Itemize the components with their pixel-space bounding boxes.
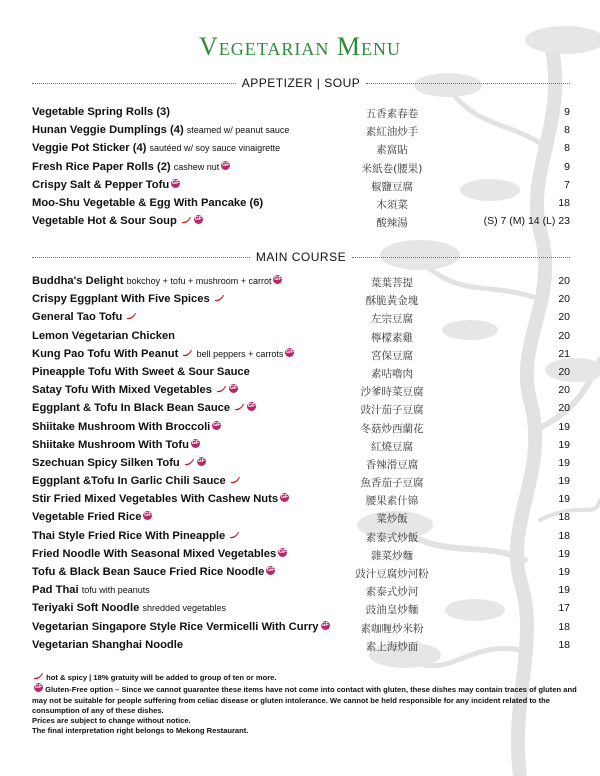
menu-item bbox=[32, 491, 570, 509]
item-chinese-name: 素泰式炒飯 bbox=[365, 531, 419, 544]
item-name-text: Satay Tofu With Mixed Vegetables bbox=[32, 384, 212, 397]
menu-item bbox=[32, 291, 570, 309]
item-chinese-name: 素上海炒面 bbox=[365, 640, 419, 653]
gf-badge-icon: GF bbox=[286, 348, 294, 355]
item-chinese-name: 葉葉菩提 bbox=[371, 277, 413, 289]
item-chinese-name: 酥脆黃金塊 bbox=[365, 295, 419, 308]
footnotes bbox=[32, 672, 577, 737]
divider bbox=[352, 257, 570, 258]
item-chinese-name: 宮保豆腐 bbox=[371, 349, 413, 362]
item-name-text: Shiitake Mushroom With Broccoli bbox=[32, 420, 211, 433]
item-price: 18 bbox=[558, 638, 570, 651]
chili-pepper-icon bbox=[182, 349, 193, 358]
item-name-text: Fried Noodle With Seasonal Mixed Vegetables bbox=[32, 547, 277, 560]
item-chinese-name: 五香素春卷 bbox=[365, 108, 419, 120]
item-name bbox=[32, 621, 330, 633]
item-chinese-name: 素紅油炒手 bbox=[365, 126, 419, 139]
item-name-text: Teriyaki Soft Noodle bbox=[32, 602, 140, 615]
item-chinese-name: 魚香茄子豆腐 bbox=[360, 477, 424, 490]
item-name bbox=[32, 106, 170, 118]
menu-item bbox=[32, 619, 570, 637]
item-name bbox=[32, 293, 225, 305]
menu-item bbox=[32, 346, 570, 364]
menu-item bbox=[32, 309, 570, 327]
item-price: 17 bbox=[558, 602, 570, 615]
section-title: MAIN COURSE bbox=[255, 250, 347, 264]
item-chinese-name: 素泰式炒河 bbox=[365, 586, 419, 599]
item-description: steamed w/ peanut sauce bbox=[186, 125, 290, 136]
item-name bbox=[32, 311, 137, 323]
item-name bbox=[32, 530, 240, 542]
item-name bbox=[32, 584, 150, 596]
item-price: 18 bbox=[558, 196, 570, 209]
chili-pepper-icon bbox=[184, 458, 195, 467]
item-name-text: Tofu & Black Bean Sauce Fried Rice Noodle bbox=[32, 566, 265, 578]
item-name-text: Vegetarian Singapore Style Rice Vermicelli With Curry bbox=[32, 620, 319, 633]
gf-note-text: Gluten-Free option – Since we cannot guarantee these items have not come into contact with gluten, these dishes may contain traces of gluten and may not be suitable for people suffering from celiac disease or gluten intolerance. We cannot be held responsible for any incident related to the consumption of any of these dishes. bbox=[32, 685, 577, 715]
item-name-text: Lemon Vegetarian Chicken bbox=[32, 329, 175, 342]
item-name-text: Veggie Pot Sticker (4) bbox=[32, 142, 147, 155]
gf-badge-icon: GF bbox=[191, 439, 200, 446]
chili-pepper-icon bbox=[229, 531, 240, 540]
item-name-text: Kung Pao Tofu With Peanut bbox=[32, 347, 179, 360]
item-name bbox=[32, 639, 183, 651]
chili-pepper-icon bbox=[33, 672, 44, 681]
item-chinese-name: 菜炒飯 bbox=[376, 513, 408, 526]
item-price: 20 bbox=[558, 365, 570, 378]
chili-pepper-icon bbox=[214, 294, 225, 303]
item-chinese-name: 香辣滑豆腐 bbox=[365, 458, 419, 471]
menu-item bbox=[32, 159, 570, 177]
item-chinese-name: 冬菇炒西蘭花 bbox=[360, 422, 424, 435]
item-name bbox=[32, 179, 180, 191]
item-price: 9 bbox=[564, 160, 570, 173]
item-price: 18 bbox=[558, 620, 570, 633]
item-name-text: General Tao Tofu bbox=[32, 311, 123, 324]
item-name bbox=[32, 402, 256, 414]
item-name bbox=[32, 384, 238, 396]
menu-item bbox=[32, 419, 570, 437]
item-description: tofu with peanuts bbox=[81, 585, 150, 596]
menu-item bbox=[32, 437, 570, 455]
menu-item bbox=[32, 122, 570, 140]
gf-badge-icon: GF bbox=[197, 457, 206, 464]
item-chinese-name: 素咖喱炒米粉 bbox=[360, 622, 424, 635]
menu-item bbox=[32, 455, 570, 473]
gf-badge-icon: GF bbox=[194, 216, 203, 223]
item-price: 21 bbox=[558, 347, 570, 360]
item-name-text: Vegetarian Shanghai Noodle bbox=[32, 638, 184, 651]
item-name-text: Eggplant &Tofu In Garlic Chili Sauce bbox=[32, 475, 226, 488]
gf-badge-icon: GF bbox=[278, 548, 287, 555]
item-description: shredded vegetables bbox=[142, 603, 227, 614]
item-name-text: Vegetable Spring Rolls (3) bbox=[32, 106, 171, 118]
item-price: 19 bbox=[558, 420, 570, 433]
menu-item bbox=[32, 195, 570, 213]
item-price: 20 bbox=[558, 311, 570, 324]
gf-badge-icon: GF bbox=[171, 179, 180, 186]
menu-item bbox=[32, 364, 570, 382]
gf-note bbox=[32, 683, 577, 716]
item-price: 20 bbox=[558, 384, 570, 397]
item-price: 9 bbox=[564, 106, 570, 118]
item-name-text: Hunan Veggie Dumplings (4) bbox=[32, 124, 184, 137]
item-name bbox=[32, 602, 226, 614]
chili-pepper-icon bbox=[234, 403, 245, 412]
item-chinese-name: 左宗豆腐 bbox=[371, 313, 413, 326]
item-price: 8 bbox=[564, 142, 570, 155]
item-name bbox=[32, 275, 282, 287]
item-name-text: Eggplant & Tofu In Black Bean Sauce bbox=[32, 402, 231, 415]
spicy-note-text: hot & spicy | 18% gratuity will be added to group of ten or more. bbox=[46, 673, 277, 682]
menu-item bbox=[32, 528, 570, 546]
interpretation-note: The final interpretation right belongs to Mekong Restaurant. bbox=[32, 726, 249, 736]
divider bbox=[32, 257, 250, 258]
gf-badge-icon: GF bbox=[221, 161, 230, 168]
item-name-text: Szechuan Spicy Silken Tofu bbox=[32, 456, 180, 469]
item-chinese-name: 紅燒豆腐 bbox=[371, 440, 413, 453]
item-price: 18 bbox=[558, 511, 570, 524]
item-price: (S) 7 (M) 14 (L) 23 bbox=[483, 215, 570, 228]
item-price: 19 bbox=[558, 566, 570, 578]
menu-item bbox=[32, 104, 570, 122]
item-description: bell peppers + carrots bbox=[196, 348, 284, 359]
gf-badge-icon: GF bbox=[229, 385, 238, 392]
item-chinese-name: 酸辣湯 bbox=[376, 217, 408, 230]
item-name bbox=[32, 548, 287, 560]
gf-badge-icon: GF bbox=[34, 684, 43, 691]
item-price: 20 bbox=[558, 275, 570, 287]
item-name bbox=[32, 161, 230, 173]
item-chinese-name: 豉油皇炒麵 bbox=[365, 604, 419, 617]
menu-item bbox=[32, 637, 570, 655]
item-price: 19 bbox=[558, 493, 570, 506]
chili-pepper-icon bbox=[126, 312, 137, 321]
menu-item bbox=[32, 382, 570, 400]
menu-item bbox=[32, 600, 570, 618]
item-name bbox=[32, 330, 175, 342]
item-price: 19 bbox=[558, 456, 570, 469]
item-chinese-name: 木須菜 bbox=[376, 198, 408, 211]
item-name-text: Shiitake Mushroom With Tofu bbox=[32, 438, 189, 451]
item-name-text: Moo-Shu Vegetable & Egg With Pancake (6) bbox=[32, 196, 264, 209]
item-name-text: Crispy Salt & Pepper Tofu bbox=[32, 178, 170, 191]
item-name-text: Vegetable Hot & Sour Soup bbox=[32, 215, 177, 228]
main-section-header bbox=[32, 250, 570, 264]
item-price: 19 bbox=[558, 547, 570, 560]
section-title: APPETIZER | SOUP bbox=[241, 76, 361, 90]
menu-item bbox=[32, 582, 570, 600]
item-name-text: Thai Style Fried Rice With Pineapple bbox=[32, 529, 226, 542]
item-name-text: Pad Thai bbox=[32, 584, 79, 597]
item-name bbox=[32, 197, 263, 209]
item-price: 18 bbox=[558, 529, 570, 542]
item-name-text: Pineapple Tofu With Sweet & Sour Sauce bbox=[32, 365, 250, 378]
appetizer-list bbox=[32, 104, 570, 231]
item-name-text: Vegetable Fried Rice bbox=[32, 511, 142, 524]
spicy-note bbox=[32, 672, 577, 683]
item-chinese-name: 素咕嚕肉 bbox=[371, 367, 413, 380]
menu-item bbox=[32, 400, 570, 418]
chili-pepper-icon bbox=[230, 476, 241, 485]
menu-item bbox=[32, 213, 570, 231]
menu-item bbox=[32, 140, 570, 158]
item-name bbox=[32, 124, 289, 136]
divider bbox=[32, 83, 236, 84]
gf-badge-icon: GF bbox=[274, 276, 282, 282]
item-chinese-name: 腰果素什锦 bbox=[365, 495, 419, 508]
item-name bbox=[32, 142, 280, 154]
item-name-text: Crispy Eggplant With Five Spices bbox=[32, 293, 210, 306]
appetizer-section-header bbox=[32, 76, 570, 90]
item-name bbox=[32, 348, 294, 360]
item-name bbox=[32, 421, 221, 433]
item-price: 19 bbox=[558, 475, 570, 488]
item-name bbox=[32, 439, 200, 451]
menu-item bbox=[32, 177, 570, 195]
menu-title: Vegetarian Menu bbox=[199, 32, 401, 61]
item-chinese-name: 椒鹽豆腐 bbox=[371, 180, 413, 193]
item-name-text: Stir Fried Mixed Vegetables With Cashew Nuts bbox=[32, 493, 279, 506]
item-name bbox=[32, 475, 241, 487]
main-course-list bbox=[32, 273, 570, 655]
gf-badge-icon: GF bbox=[247, 403, 256, 410]
price-note: Prices are subject to change without notice. bbox=[32, 716, 191, 726]
item-name bbox=[32, 457, 206, 469]
chili-pepper-icon bbox=[181, 216, 192, 225]
menu-item bbox=[32, 328, 570, 346]
item-price: 7 bbox=[564, 178, 570, 191]
item-name bbox=[32, 366, 250, 378]
item-price: 20 bbox=[558, 293, 570, 306]
item-name bbox=[32, 215, 203, 227]
chili-pepper-icon bbox=[216, 385, 227, 394]
item-chinese-name: 素窩貼 bbox=[376, 144, 408, 157]
menu-item bbox=[32, 273, 570, 291]
item-chinese-name: 豉汁豆腐炒河粉 bbox=[355, 568, 429, 580]
gf-badge-icon: GF bbox=[321, 621, 329, 628]
item-price: 20 bbox=[558, 402, 570, 415]
item-chinese-name: 沙爹時菜豆腐 bbox=[360, 386, 424, 399]
item-name bbox=[32, 566, 275, 578]
menu-item bbox=[32, 509, 570, 527]
item-price: 19 bbox=[558, 584, 570, 597]
item-price: 19 bbox=[558, 438, 570, 451]
gf-badge-icon: GF bbox=[144, 512, 152, 519]
item-chinese-name: 米紙卷(腰果) bbox=[361, 162, 423, 175]
item-chinese-name: 豉汁茄子豆腐 bbox=[360, 404, 424, 417]
item-description: bokchoy + tofu + mushroom + carrot bbox=[126, 276, 272, 286]
item-name-text: Buddha's Delight bbox=[32, 275, 124, 287]
item-name-text: Fresh Rice Paper Rolls (2) bbox=[32, 160, 171, 173]
divider bbox=[366, 83, 570, 84]
item-price: 20 bbox=[558, 329, 570, 342]
gf-badge-icon: GF bbox=[212, 421, 221, 428]
item-description: sautéed w/ soy sauce vinaigrette bbox=[149, 143, 281, 154]
item-chinese-name: 雜菜炒麵 bbox=[371, 549, 413, 562]
gf-badge-icon: GF bbox=[280, 494, 289, 501]
item-description: cashew nut bbox=[173, 161, 220, 172]
menu-item bbox=[32, 546, 570, 564]
gf-badge-icon: GF bbox=[266, 567, 275, 573]
menu-item bbox=[32, 564, 570, 582]
menu-item bbox=[32, 473, 570, 491]
item-name bbox=[32, 511, 152, 523]
item-price: 8 bbox=[564, 124, 570, 137]
item-name bbox=[32, 493, 289, 505]
item-chinese-name: 檸檬素雞 bbox=[371, 331, 413, 344]
